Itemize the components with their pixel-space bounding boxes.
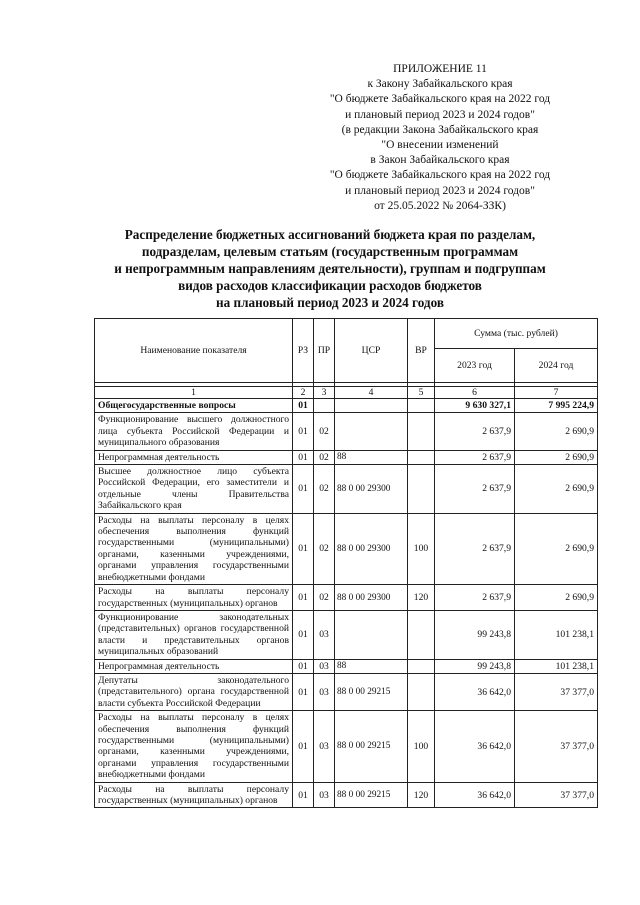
appendix-line: "О бюджете Забайкальского края на 2022 год [329, 169, 551, 182]
row-rz: 01 [293, 513, 314, 584]
row-csr: 88 0 00 29300 [335, 585, 408, 611]
row-vr [408, 465, 435, 514]
row-vr [408, 399, 435, 413]
row-sum-2024: 2 690,9 [515, 513, 598, 584]
row-sum-2023: 36 642,0 [435, 711, 515, 782]
row-pr: 02 [314, 413, 335, 450]
row-sum-2024: 37 377,0 [515, 673, 598, 710]
row-csr: 88 0 00 29215 [335, 673, 408, 710]
table-row [95, 399, 598, 413]
row-sum-2024: 101 238,1 [515, 659, 598, 673]
row-name: Расходы на выплаты персоналу государственных (муниципальных) органов [95, 585, 293, 611]
table-row [95, 711, 598, 782]
header-rz: РЗ [293, 319, 314, 383]
row-vr [408, 450, 435, 464]
column-number-row [95, 387, 598, 399]
row-sum-2024: 2 690,9 [515, 585, 598, 611]
row-csr: 88 0 00 29215 [335, 782, 408, 808]
column-number: 6 [435, 387, 515, 399]
title-line: видов расходов классификации расходов бюджетов [178, 278, 482, 293]
appendix-line: и плановый период 2023 и 2024 годов" [345, 108, 535, 121]
column-number: 1 [95, 387, 293, 399]
row-vr [408, 673, 435, 710]
column-number: 4 [335, 387, 408, 399]
row-name: Расходы на выплаты персоналу в целях обеспечения выполнения функций государственными (муниципальными) органами, казенными учреждениями, органами управления государственными внебюджетными фондами [95, 513, 293, 584]
row-name: Функционирование законодательных (представительных) органов государственной власти и представительных органов муниципальных образований [95, 610, 293, 659]
row-rz: 01 [293, 465, 314, 514]
row-vr: 120 [408, 782, 435, 808]
row-sum-2023: 99 243,8 [435, 610, 515, 659]
row-sum-2023: 99 243,8 [435, 659, 515, 673]
table-row [95, 585, 598, 611]
row-vr [408, 610, 435, 659]
row-csr: 88 0 00 29300 [335, 465, 408, 514]
row-sum-2023: 2 637,9 [435, 465, 515, 514]
column-number: 7 [515, 387, 598, 399]
appendix-header [300, 62, 580, 214]
row-pr: 02 [314, 465, 335, 514]
document-title [80, 226, 580, 311]
table-row [95, 659, 598, 673]
row-rz: 01 [293, 610, 314, 659]
row-sum-2024: 101 238,1 [515, 610, 598, 659]
title-line: подразделам, целевым статьям (государственным программам [141, 244, 519, 259]
table-row [95, 782, 598, 808]
row-pr: 03 [314, 782, 335, 808]
header-csr: ЦСР [335, 319, 408, 383]
row-pr: 02 [314, 513, 335, 584]
row-name: Расходы на выплаты персоналу в целях обеспечения выполнения функций государственными (муниципальными) органами, казенными учреждениями, органами управления государственными внебюджетными фондами [95, 711, 293, 782]
row-csr: 88 [335, 450, 408, 464]
row-sum-2024: 2 690,9 [515, 413, 598, 450]
budget-table [94, 318, 598, 808]
row-rz: 01 [293, 585, 314, 611]
row-sum-2024: 2 690,9 [515, 450, 598, 464]
row-rz: 01 [293, 782, 314, 808]
header-pr: ПР [314, 319, 335, 383]
table-row [95, 450, 598, 464]
column-number: 3 [314, 387, 335, 399]
row-csr [335, 610, 408, 659]
row-rz: 01 [293, 450, 314, 464]
title-line: на плановый период 2023 и 2024 годов [216, 295, 444, 310]
row-pr: 03 [314, 711, 335, 782]
row-vr: 120 [408, 585, 435, 611]
row-pr: 03 [314, 610, 335, 659]
row-vr [408, 659, 435, 673]
row-name: Общегосударственные вопросы [95, 399, 293, 413]
row-vr: 100 [408, 513, 435, 584]
row-rz: 01 [293, 673, 314, 710]
row-rz: 01 [293, 711, 314, 782]
appendix-line: от 25.05.2022 № 2064-ЗЗК) [374, 199, 506, 212]
title-line: Распределение бюджетных ассигнований бюджета края по разделам, [124, 227, 536, 242]
appendix-line: в Закон Забайкальского края [370, 154, 510, 167]
row-pr: 03 [314, 659, 335, 673]
row-vr [408, 413, 435, 450]
row-vr: 100 [408, 711, 435, 782]
table-row [95, 673, 598, 710]
row-name: Непрограммная деятельность [95, 659, 293, 673]
row-sum-2023: 36 642,0 [435, 673, 515, 710]
appendix-line: "О бюджете Забайкальского края на 2022 год [329, 93, 551, 106]
row-csr [335, 413, 408, 450]
header-sum: Сумма (тыс. рублей) [435, 319, 598, 349]
row-pr: 02 [314, 450, 335, 464]
header-name: Наименование показателя [95, 319, 293, 383]
column-number: 5 [408, 387, 435, 399]
row-name: Расходы на выплаты персоналу государственных (муниципальных) органов [95, 782, 293, 808]
table-row [95, 465, 598, 514]
row-csr: 88 0 00 29215 [335, 711, 408, 782]
row-rz: 01 [293, 413, 314, 450]
row-name: Высшее должностное лицо субъекта Российской Федерации, его заместители и отдельные члены Правительства Забайкальского края [95, 465, 293, 514]
row-pr: 03 [314, 673, 335, 710]
row-csr: 88 [335, 659, 408, 673]
row-sum-2023: 2 637,9 [435, 585, 515, 611]
appendix-line: "О внесении изменений [381, 139, 499, 152]
header-year-2023: 2023 год [435, 349, 515, 383]
row-sum-2023: 9 630 327,1 [435, 399, 515, 413]
title-line: и непрограммным направлениям деятельности), группам и подгруппам [114, 261, 546, 276]
row-sum-2024: 37 377,0 [515, 782, 598, 808]
row-rz: 01 [293, 399, 314, 413]
row-sum-2023: 2 637,9 [435, 413, 515, 450]
appendix-line: к Закону Забайкальского края [367, 78, 513, 91]
row-sum-2023: 2 637,9 [435, 513, 515, 584]
appendix-line: (в редакции Закона Забайкальского края [341, 123, 539, 136]
row-name: Непрограммная деятельность [95, 450, 293, 464]
row-csr [335, 399, 408, 413]
header-year-2024: 2024 год [515, 349, 598, 383]
row-sum-2023: 2 637,9 [435, 450, 515, 464]
row-name: Депутаты законодательного (представительного) органа государственной власти субъекта Российской Федерации [95, 673, 293, 710]
row-sum-2023: 36 642,0 [435, 782, 515, 808]
table-row [95, 610, 598, 659]
row-csr: 88 0 00 29300 [335, 513, 408, 584]
row-pr [314, 399, 335, 413]
table-row [95, 513, 598, 584]
row-name: Функционирование высшего должностного лица субъекта Российской Федерации и муниципального образования [95, 413, 293, 450]
row-rz: 01 [293, 659, 314, 673]
appendix-line: ПРИЛОЖЕНИЕ 11 [393, 63, 487, 75]
column-number: 2 [293, 387, 314, 399]
row-pr: 02 [314, 585, 335, 611]
header-vr: ВР [408, 319, 435, 383]
row-sum-2024: 37 377,0 [515, 711, 598, 782]
row-sum-2024: 7 995 224,9 [515, 399, 598, 413]
table-row [95, 413, 598, 450]
appendix-line: и плановый период 2023 и 2024 годов" [345, 184, 535, 197]
row-sum-2024: 2 690,9 [515, 465, 598, 514]
